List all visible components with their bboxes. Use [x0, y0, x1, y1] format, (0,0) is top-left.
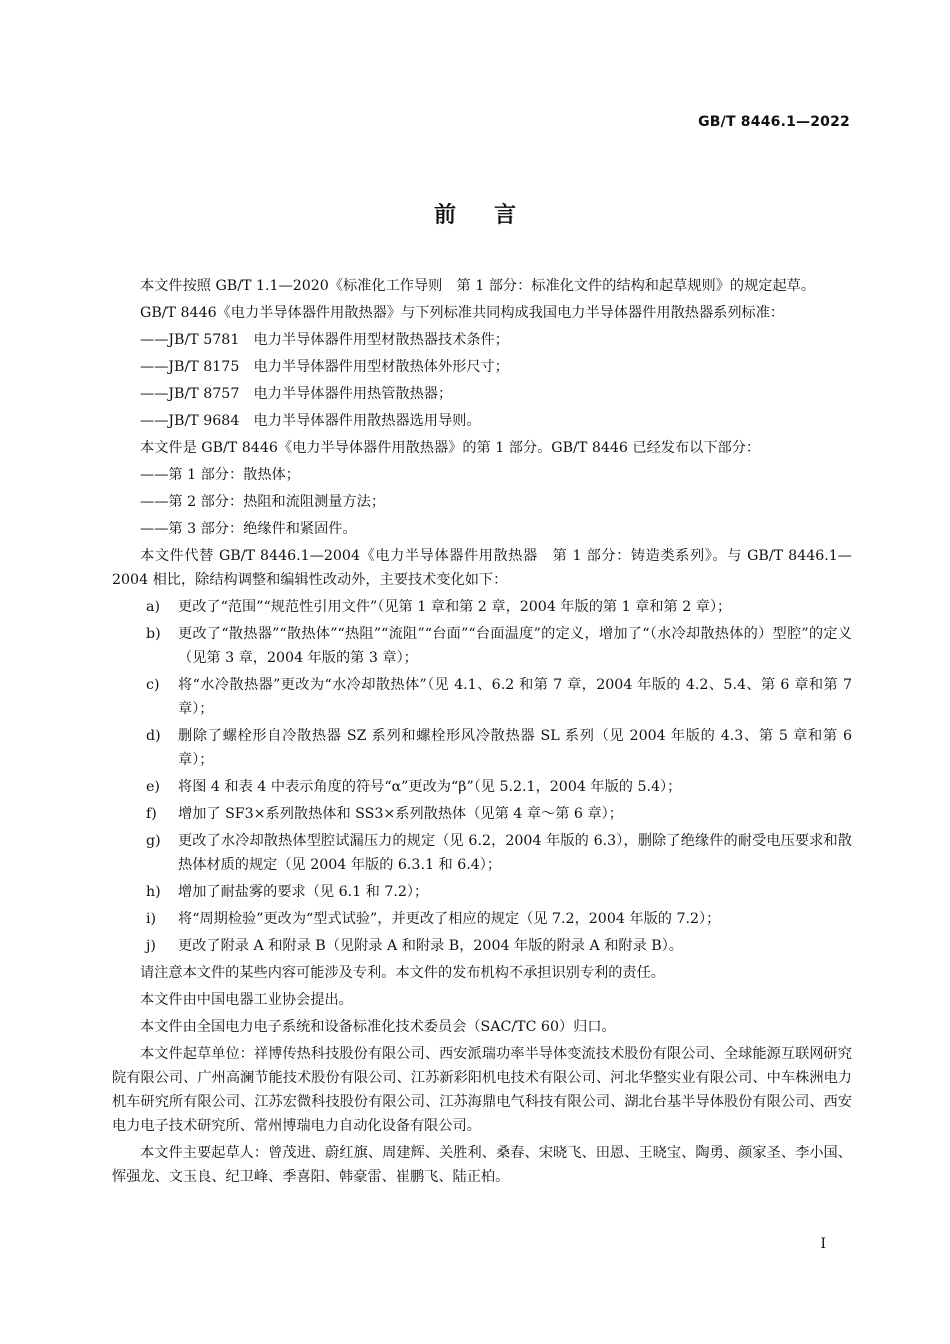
change-text: 更改了“范围”“规范性引用文件”（见第 1 章和第 2 章，2004 年版的第 1 章和第 2 章）；	[178, 599, 732, 615]
change-item	[112, 595, 852, 619]
change-label: f)	[146, 806, 157, 822]
change-text: 增加了耐盐雾的要求（见 6.1 和 7.2）；	[178, 884, 429, 900]
change-text: 增加了 SF3×系列散热体和 SS3×系列散热体（见第 4 章～第 6 章）；	[178, 806, 623, 822]
intro-paragraph: GB/T 8446《电力半导体器件用散热器》与下列标准共同构成我国电力半导体器件用散热器系列标准：	[140, 305, 785, 321]
committee-paragraph: 本文件由全国电力电子系统和设备标准化技术委员会（SAC/TC 60）归口。	[140, 1019, 616, 1035]
change-text: 删除了螺栓形自冷散热器 SZ 系列和螺栓形风冷散热器 SL 系列（见 2004 年版的 4.3、第 5 章和第 6 章）；	[178, 728, 852, 768]
change-item	[112, 934, 852, 958]
change-item	[112, 829, 852, 877]
change-label: b)	[146, 626, 161, 642]
replace-paragraph: 本文件代替 GB/T 8446.1—2004《电力半导体器件用散热器 第 1 部分：铸造类系列》。与 GB/T 8446.1—2004 相比，除结构调整和编辑性改动外，主要技术变化如下：	[112, 548, 852, 588]
change-item	[112, 880, 852, 904]
related-standard-item: ——JB/T 8757 电力半导体器件用热管散热器；	[140, 386, 453, 402]
drafters-paragraph: 本文件主要起草人：曾茂进、蔚红旗、周建辉、关胜利、桑春、宋晓飞、田恩、王晓宝、陶勇、颜家圣、李小国、恽强龙、文玉良、纪卫峰、季喜阳、韩豪雷、崔鹏飞、陆正柏。	[112, 1145, 852, 1185]
change-text: 将图 4 和表 4 中表示角度的符号“α”更改为“β”（见 5.2.1，2004 年版的 5.4）；	[178, 779, 682, 795]
proposer-paragraph: 本文件由中国电器工业协会提出。	[140, 992, 353, 1008]
change-label: c)	[146, 677, 160, 693]
change-item	[112, 775, 852, 799]
change-text: 更改了水冷却散热体型腔试漏压力的规定（见 6.2，2004 年版的 6.3），删除了绝缘件的耐受电压要求和散热体材质的规定（见 2004 年版的 6.3.1 和 6.4）；	[178, 833, 852, 873]
change-label: d)	[146, 728, 161, 744]
change-label: a)	[146, 599, 160, 615]
page-number: Ⅰ	[820, 1236, 826, 1252]
related-standard-item: ——JB/T 9684 电力半导体器件用散热器选用导则。	[140, 413, 481, 429]
change-item	[112, 622, 852, 670]
change-label: g)	[146, 833, 161, 849]
change-label: i)	[146, 911, 157, 927]
change-label: j)	[146, 938, 156, 954]
change-item	[112, 673, 852, 721]
patent-notice: 请注意本文件的某些内容可能涉及专利。本文件的发布机构不承担识别专利的责任。	[140, 965, 665, 981]
change-label: e)	[146, 779, 160, 795]
change-item	[112, 907, 852, 931]
change-label: h)	[146, 884, 161, 900]
intro-paragraph: 本文件按照 GB/T 1.1—2020《标准化工作导则 第 1 部分：标准化文件的结构和起草规则》的规定起草。	[140, 278, 816, 294]
parts-intro: 本文件是 GB/T 8446《电力半导体器件用散热器》的第 1 部分。GB/T 8446 已经发布以下部分：	[140, 440, 761, 456]
page-title: 前言	[433, 203, 554, 228]
document-body	[112, 274, 852, 1192]
change-text: 将“周期检验”更改为“型式试验”，并更改了相应的规定（见 7.2，2004 年版的 7.2）；	[178, 911, 721, 927]
change-item	[112, 724, 852, 772]
change-text: 更改了附录 A 和附录 B（见附录 A 和附录 B，2004 年版的附录 A 和附录 B）。	[178, 938, 683, 954]
part-item: ——第 3 部分：绝缘件和紧固件。	[140, 521, 357, 537]
change-text: 更改了“散热器”“散热体”“热阻”“流阻”“台面”“台面温度”的定义，增加了“（水冷却散热体的）型腔”的定义（见第 3 章，2004 年版的第 3 章）；	[178, 626, 852, 666]
drafting-units-paragraph: 本文件起草单位：祥博传热科技股份有限公司、西安派瑞功率半导体变流技术股份有限公司、全球能源互联网研究院有限公司、广州高澜节能技术股份有限公司、江苏新彩阳机电技术有限公司、河北华整实业有限公司、中车株洲电力机车研究所有限公司、江苏宏微科技股份有限公司、江苏海鼎电气科技有限公司、湖北台基半导体股份有限公司、西安电力电子技术研究所、常州博瑞电力自动化设备有限公司。	[112, 1046, 852, 1134]
change-text: 将“水冷散热器”更改为“水冷却散热体”（见 4.1、6.2 和第 7 章，2004 年版的 4.2、5.4、第 6 章和第 7 章）；	[178, 677, 852, 717]
part-item: ——第 2 部分：热阻和流阻测量方法；	[140, 494, 386, 510]
standard-code: GB/T 8446.1—2022	[698, 114, 850, 130]
related-standard-item: ——JB/T 5781 电力半导体器件用型材散热器技术条件；	[140, 332, 509, 348]
part-item: ——第 1 部分：散热体；	[140, 467, 300, 483]
related-standard-item: ——JB/T 8175 电力半导体器件用型材散热体外形尺寸；	[140, 359, 509, 375]
change-item	[112, 802, 852, 826]
